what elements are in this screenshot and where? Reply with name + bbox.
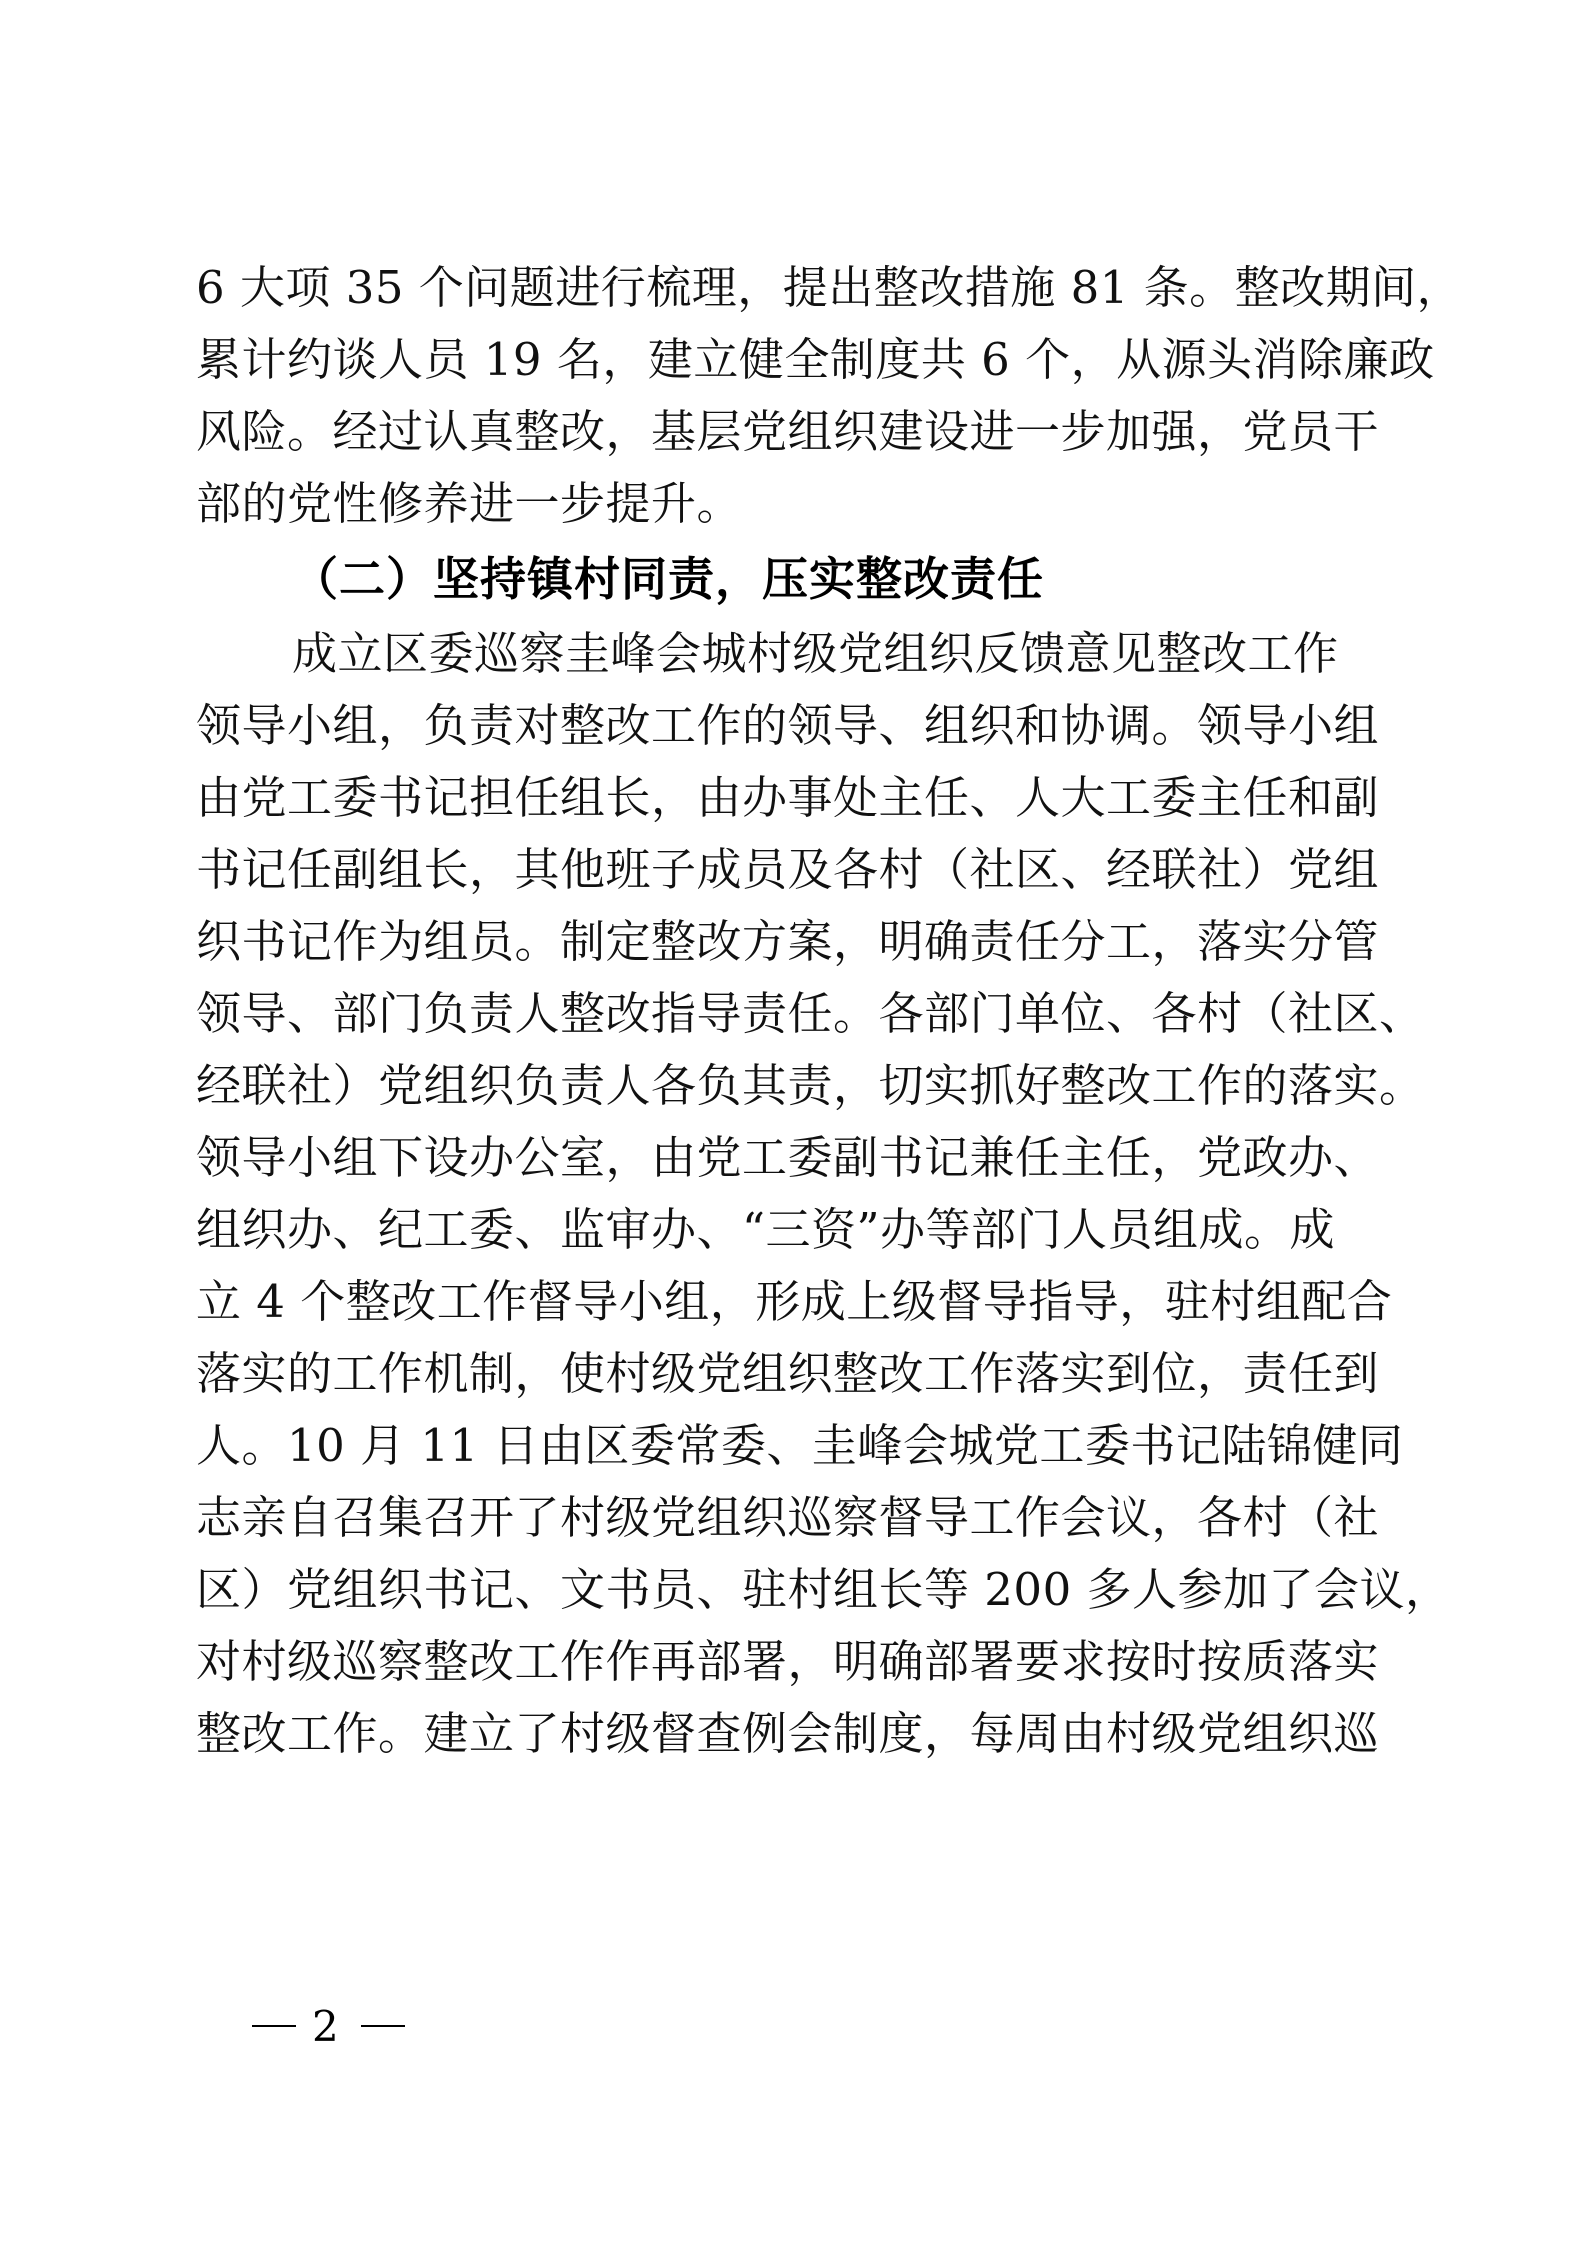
body-line: 6 大项 35 个问题进行梳理，提出整改措施 81 条。整改期间，	[196, 261, 1463, 314]
body-line: 志亲自召集召开了村级党组织巡察督导工作会议，各村（社	[196, 1491, 1380, 1544]
page-number: 2	[312, 2001, 345, 2051]
body-line: 风险。经过认真整改，基层党组织建设进一步加强，党员干	[196, 405, 1380, 458]
body-line: 落实的工作机制，使村级党组织整改工作落实到位，责任到	[196, 1347, 1380, 1400]
page-number-group	[236, 2000, 421, 2051]
paragraph-continuation	[196, 252, 1463, 540]
body-line: 区）党组织书记、文书员、驻村组长等 200 多人参加了会议，	[196, 1563, 1451, 1616]
body-line: 人。10 月 11 日由区委常委、圭峰会城党工委书记陆锦健同	[196, 1419, 1404, 1472]
body-line: 领导、部门负责人整改指导责任。各部门单位、各村（社区、	[196, 987, 1425, 1040]
body-line: 领导小组下设办公室，由党工委副书记兼任主任，党政办、	[196, 1131, 1380, 1184]
page-body	[196, 252, 1463, 1770]
body-line: 经联社）党组织负责人各负其责，切实抓好整改工作的落实。	[196, 1059, 1425, 1112]
footer-dash-right-icon	[361, 2025, 405, 2027]
section-heading: （二）坚持镇村同责，压实整改责任	[292, 552, 1044, 606]
body-line: 领导小组，负责对整改工作的领导、组织和协调。领导小组	[196, 699, 1380, 752]
body-line: 织书记作为组员。制定整改方案，明确责任分工，落实分管	[196, 915, 1380, 968]
body-line: 组织办、纪工委、监审办、“三资”办等部门人员组成。成	[196, 1203, 1336, 1256]
footer-dash-left-icon	[252, 2025, 296, 2027]
body-line: 书记任副组长，其他班子成员及各村（社区、经联社）党组	[196, 843, 1380, 896]
body-line: 累计约谈人员 19 名，建立健全制度共 6 个，从源头消除廉政	[196, 333, 1435, 386]
body-line: 由党工委书记担任组长，由办事处主任、人大工委主任和副	[196, 771, 1380, 824]
body-line: 部的党性修养进一步提升。	[196, 477, 743, 530]
body-line: 对村级巡察整改工作作再部署，明确部署要求按时按质落实	[196, 1635, 1380, 1688]
paragraph-section-two	[196, 618, 1451, 1770]
page-footer	[0, 2000, 1587, 2051]
body-line: 成立区委巡察圭峰会城村级党组织反馈意见整改工作	[292, 627, 1339, 680]
body-line: 立 4 个整改工作督导小组，形成上级督导指导，驻村组配合	[196, 1275, 1393, 1328]
body-line: 整改工作。建立了村级督查例会制度，每周由村级党组织巡	[196, 1707, 1380, 1760]
